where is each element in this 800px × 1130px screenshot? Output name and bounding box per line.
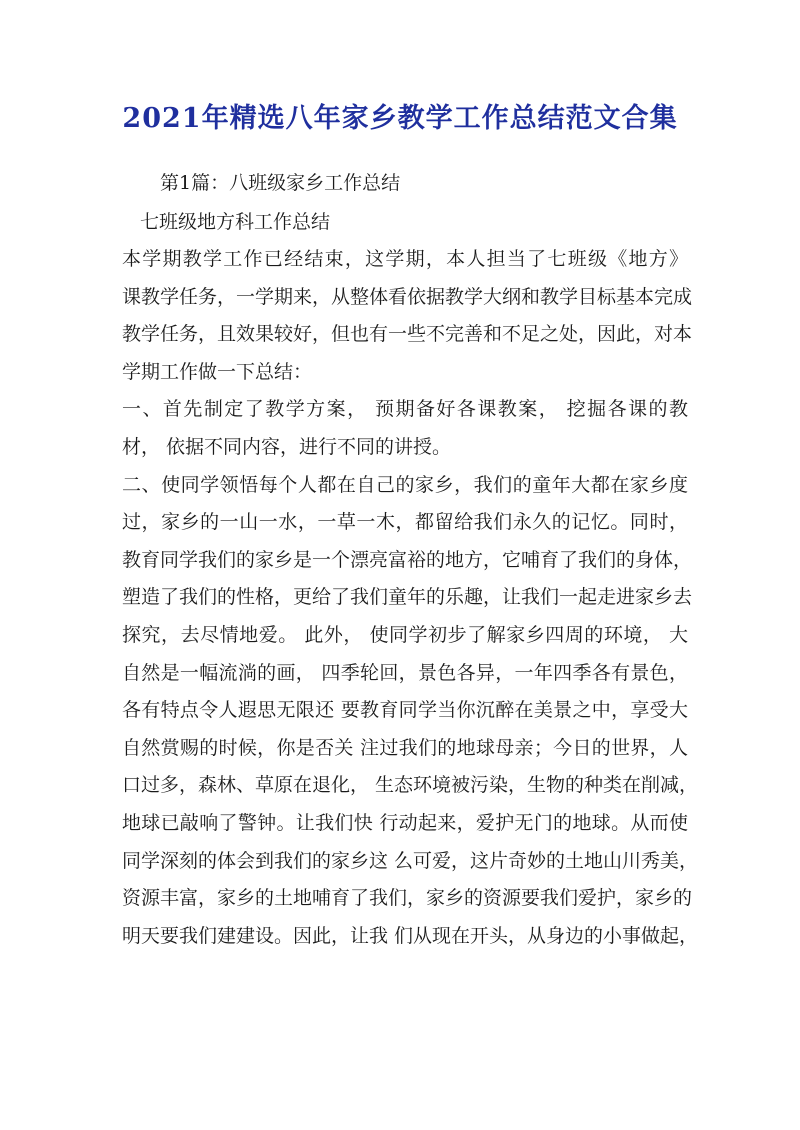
body-text (122, 246, 699, 960)
text-line: 同学深刻的体会到我们的家乡这 么可爱，这片奇妙的土地山川秀美， (122, 849, 699, 872)
text-line: 塑造了我们的性格，更给了我们童年的乐趣，让我们一起走进家乡去 (122, 586, 693, 609)
text-line: 过，家乡的一山一水，一草一木，都留给我们永久的记忆。同时， (122, 511, 688, 534)
text-line: 课教学任务，一学期来，从整体看依据教学大纲和教学目标基本完成 (122, 285, 693, 308)
section-heading: 第1篇：八班级家乡工作总结 (160, 172, 401, 194)
text-line: 教学任务，且效果较好，但也有一些不完善和不足之处，因此，对本 (122, 323, 693, 346)
text-line: 学期工作做一下总结： (122, 360, 313, 383)
text-line: 一、首先制定了教学方案， 预期备好各课教案， 挖掘各课的教 (122, 398, 688, 421)
text-line: 自然是一幅流淌的画， 四季轮回，景色各异，一年四季各有景色， (122, 661, 688, 684)
subheading: 七班级地方科工作总结 (140, 211, 331, 233)
text-line: 自然赏赐的时候，你是否关 注过我们的地球母亲；今日的世界，人 (122, 736, 688, 759)
text-line: 本学期教学工作已经结束，这学期，本人担当了七班级《地方》 (122, 248, 688, 270)
text-line: 资源丰富，家乡的土地哺育了我们，家乡的资源要我们爱护，家乡的 (122, 887, 693, 910)
text-line: 教育同学我们的家乡是一个漂亮富裕的地方，它哺育了我们的身体， (122, 548, 693, 571)
text-line: 口过多，森林、草原在退化， 生态环境被污染，生物的种类在削减， (122, 774, 699, 797)
text-line: 材， 依据不同内容，进行不同的讲授。 (122, 435, 452, 458)
document-title: 2021年精选八年家乡教学工作总结范文合集 (122, 103, 678, 134)
text-line: 二、使同学领悟每个人都在自己的家乡，我们的童年大都在家乡度 (122, 473, 688, 496)
text-line: 各有特点令人遐思无限还 要教育同学当你沉醉在美景之中，享受大 (122, 699, 688, 722)
text-line: 明天要我们建建设。因此，让我 们从现在开头，从身边的小事做起， (122, 924, 699, 947)
text-line: 地球已敲响了警钟。让我们快 行动起来，爱护无门的地球。从而使 (122, 811, 688, 834)
text-line: 探究，去尽情地爱。 此外， 使同学初步了解家乡四周的环境， 大 (122, 623, 688, 646)
